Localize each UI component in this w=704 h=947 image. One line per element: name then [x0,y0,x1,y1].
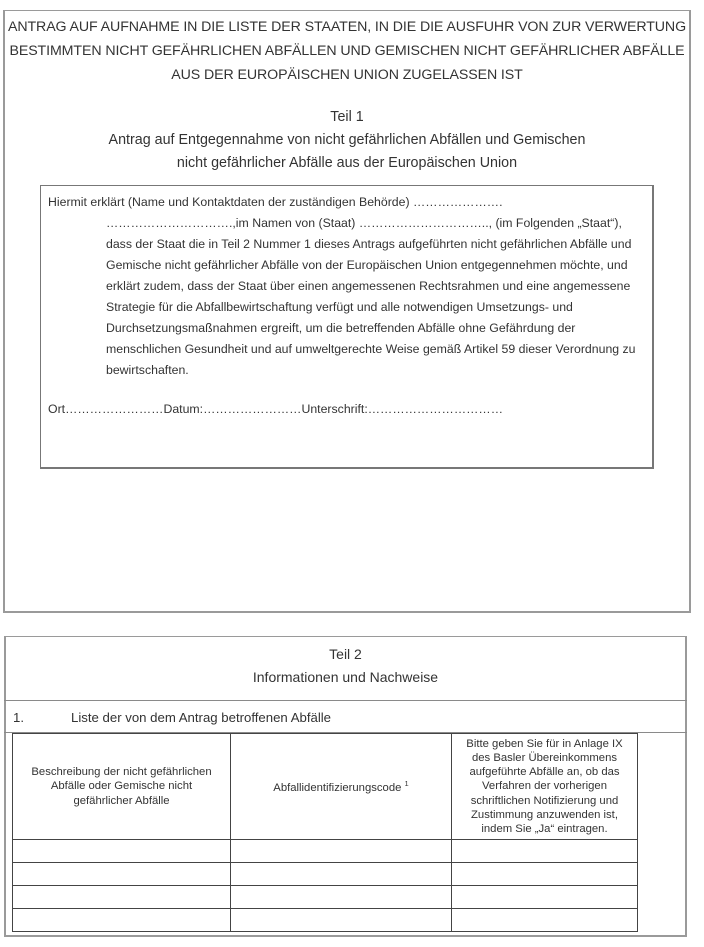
description-cell[interactable] [13,863,231,886]
column-header-description-text: Beschreibung der nicht gefährlichen Abfälle oder Gemische nicht gefährlicher Abfälle [31,766,212,807]
column-header-waste-code-text: Abfallidentifizierungscode [273,782,402,795]
waste-list-table [12,733,638,932]
declaration-state-field[interactable]: ………………………….,im Namen von (Staat) ………………………….., (im Folgenden „Staat“), [106,216,622,230]
footnote-marker: 1 [404,779,409,789]
declaration-text-line: Strategie für die Abfallbewirtschaftung verfügt und alle notwendigen Umsetzungs- und [106,300,573,314]
table-row [13,909,638,932]
column-header-description [13,734,231,840]
declaration-text-line: erklärt zudem, dass der Staat über einen angemessenen Rechtsrahmen und eine angemessene [106,279,631,293]
column-header-notification [452,734,638,840]
table-header-row [13,734,638,840]
part1-subheading-line-2: nicht gefährlicher Abfälle aus der Europäischen Union [176,155,518,171]
document-title-line-1: ANTRAG AUF AUFNAHME IN DIE LISTE DER STAATEN, IN DIE DIE AUSFUHR VON ZUR VERWERTUNG [7,19,687,35]
declaration-authority-field[interactable]: Hiermit erklärt (Name und Kontaktdaten der zuständigen Behörde) …………………. [48,195,503,209]
declaration-text-line: menschlichen Gesundheit und auf umweltgerechte Weise gemäß Artikel 59 dieser Verordnung zu [106,342,636,356]
notification-cell[interactable] [452,886,638,909]
part2-heading: Teil 2 [329,646,362,662]
column-header-notification-text: Bitte geben Sie für in Anlage IX des Basler Übereinkommens aufgeführte Abfälle an, ob das Verfahren der vorherigen schriftlichen Notifizierung und Zustimmung anzuwenden ist, indem Sie „Ja“ eintragen. [466,737,623,835]
section-number: 1. [13,710,24,725]
table-row [13,863,638,886]
table-row [13,840,638,863]
part2-subheading: Informationen und Nachweise [252,669,439,685]
table-row [13,886,638,909]
notification-cell[interactable] [452,840,638,863]
part1-subheading-line-1: Antrag auf Entgegennahme von nicht gefährlichen Abfällen und Gemischen [108,132,586,148]
waste-code-cell[interactable] [231,840,452,863]
waste-code-cell[interactable] [231,909,452,932]
part2-divider [4,700,687,701]
description-cell[interactable] [13,886,231,909]
declaration-text-line: dass der Staat die in Teil 2 Nummer 1 dieses Antrags aufgeführten nicht gefährlichen Abfälle und [106,237,632,251]
signature-fields[interactable]: Ort……………………Datum:……………………Unterschrift:…………………………… [48,402,504,416]
document-title-line-3: AUS DER EUROPÄISCHEN UNION ZUGELASSEN IST [171,67,523,83]
column-header-waste-code [231,734,452,840]
description-cell[interactable] [13,840,231,863]
section-title: Liste der von dem Antrag betroffenen Abfälle [71,710,332,725]
declaration-text-line: bewirtschaften. [106,363,189,377]
notification-cell[interactable] [452,909,638,932]
declaration-text-line: Gemische nicht gefährlicher Abfälle von der Europäischen Union entgegennehmen möchte, und [106,258,628,272]
declaration-text-line: Durchsetzungsmaßnahmen ergreift, um die betreffenden Abfälle ohne Gefährdung der [106,321,576,335]
part1-heading: Teil 1 [330,109,364,125]
document-title-line-2: BESTIMMTEN NICHT GEFÄHRLICHEN ABFÄLLEN UND GEMISCHEN NICHT GEFÄHRLICHER ABFÄLLE [9,43,685,59]
description-cell[interactable] [13,909,231,932]
waste-code-cell[interactable] [231,863,452,886]
notification-cell[interactable] [452,863,638,886]
waste-code-cell[interactable] [231,886,452,909]
